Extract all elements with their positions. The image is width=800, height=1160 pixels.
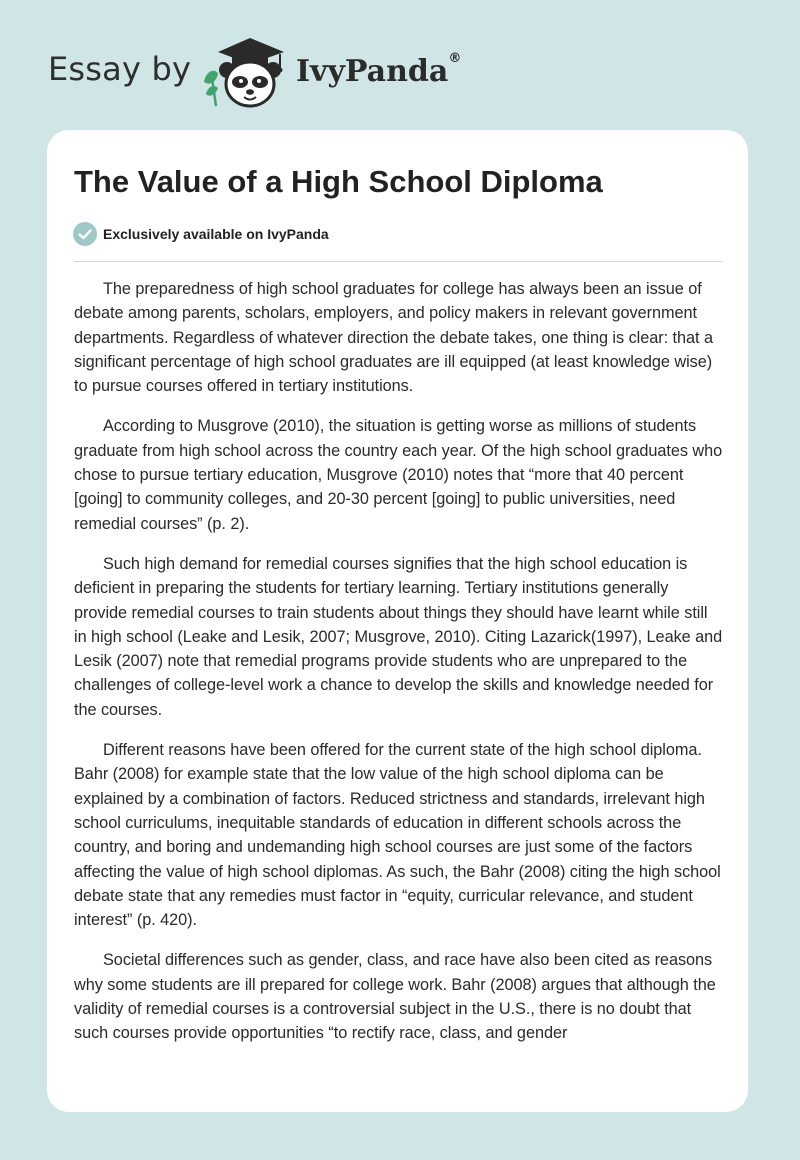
registered-mark: ®	[448, 51, 462, 66]
essay-paragraph: Societal differences such as gender, class, and race have also been cited as reasons why some students are ill prepared for college work. Bahr (2008) argues that although the validity of remedial courses is a controversial subject in the U.S., there is no doubt that such courses provide opportunities “to rectify race, class, and gender	[74, 951, 716, 1043]
exclusive-badge	[73, 221, 329, 247]
title-divider	[74, 261, 723, 262]
essay-body	[74, 277, 724, 1062]
check-circle-icon	[73, 222, 97, 246]
essay-paragraph: The preparedness of high school graduates for college has always been an issue of debate among parents, scholars, employers, and policy makers in relevant government departments. Regardless of whatever direction the debate takes, one thing is clear: that a significant percentage of high school graduates are ill equipped (at least knowledge wise) to pursue courses offered in tertiary institutions.	[74, 280, 713, 396]
exclusive-badge-text: Exclusively available on IvyPanda	[103, 226, 329, 242]
panda-logo-icon[interactable]	[200, 34, 292, 110]
site-header	[0, 0, 800, 130]
essay-paragraph: According to Musgrove (2010), the situation is getting worse as millions of students graduate from high school across the country each year. Of the high school graduates who chose to pursue tertiary education, Musgrove (2010) notes that “more that 40 percent [going] to community colleges, and 20-30 percent [going] to public universities, need remedial courses” (p. 2).	[74, 417, 723, 533]
essay-by-label: Essay by	[48, 50, 192, 88]
essay-card	[47, 130, 748, 1112]
essay-title: The Value of a High School Diploma	[74, 164, 603, 199]
essay-paragraph: Such high demand for remedial courses signifies that the high school education is deficient in preparing the students for tertiary learning. Tertiary institutions generally provide remedial courses to train students about things they should have learnt while still in high school (Leake and Lesik, 2007; Musgrove, 2010). Citing Lazarick(1997), Leake and Lesik (2007) note that remedial programs provide students who are unprepared to the challenges of college-level work a chance to develop the skills and knowledge needed for the courses.	[74, 554, 723, 719]
essay-paragraph: Different reasons have been offered for the current state of the high school diploma. Bahr (2008) for example state that the low value of the high school diploma can be explained by a combination of factors. Reduced strictness and standards, irrelevant high school curriculums, inequitable standards of education in different schools across the country, and boring and undemanding high school courses are just some of the factors affecting the value of high school diplomas. As such, the Bahr (2008) citing the high school debate state that any remedies must factor in “equity, curricular relevance, and student interest” (p. 420).	[74, 741, 721, 930]
brand-name[interactable]	[296, 51, 462, 89]
brand-name-text: IvyPanda	[296, 54, 449, 89]
